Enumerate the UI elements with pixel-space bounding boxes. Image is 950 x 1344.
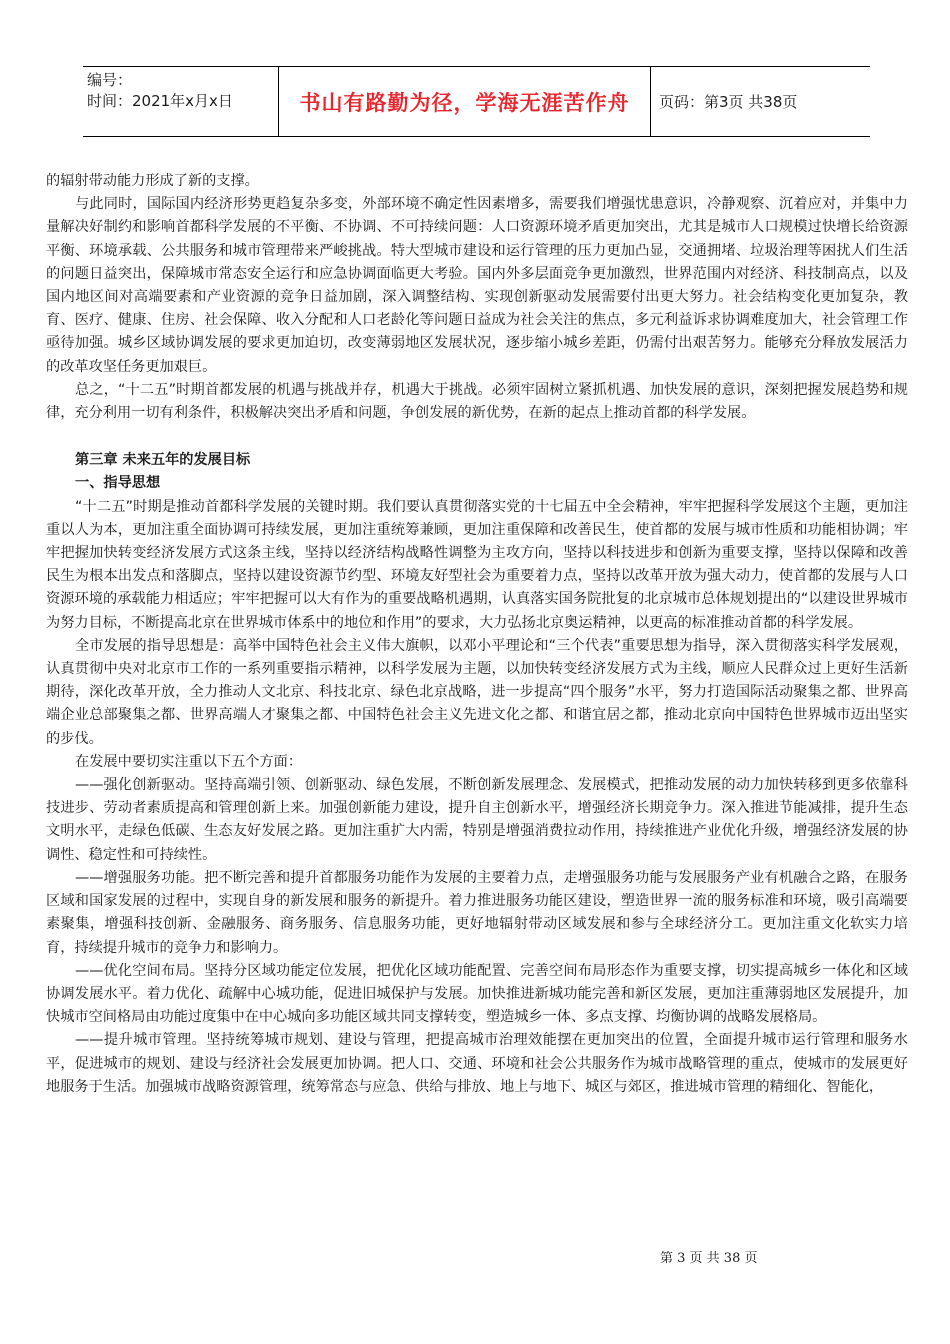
body-paragraph: 全市发展的指导思想是：高举中国特色社会主义伟大旗帜，以邓小平理论和“三个代表”重要思想为指导，深入贯彻落实科学发展观，认真贯彻中央对北京市工作的一系列重要指示精神，以科学发展为主题，以加快转变经济发展方式为主线，顺应人民群众过上更好生活新期待，深化改革开放，全力推动人文北京、科技北京、绿色北京战略，进一步提高“四个服务”水平，努力打造国际活动聚集之都、世界高端企业总部聚集之都、世界高端人才聚集之都、中国特色社会主义先进文化之都、和谐宜居之都，推动北京向中国特色世界城市迈出坚实的步伐。 <box>46 637 908 747</box>
document-body <box>46 170 908 1099</box>
body-paragraph: ——强化创新驱动。坚持高端引领、创新驱动、绿色发展，不断创新发展理念、发展模式，把推动发展的动力加快转移到更多依靠科技进步、劳动者素质提高和管理创新上来。加强创新能力建设，提升自主创新水平，增强经济长期竞争力。深入推进节能减排，提升生态文明水平，走绿色低碳、生态友好发展之路。更加注重扩大内需，特别是增强消费拉动作用，持续推进产业优化升级，增强经济发展的协调性、稳定性和可持续性。 <box>46 777 908 863</box>
body-paragraph: ——增强服务功能。把不断完善和提升首都服务功能作为发展的主要着力点，走增强服务功能与发展服务产业有机融合之路，在服务区域和国家发展的过程中，实现自身的新发展和服务的新提升。着力推进服务功能区建设，塑造世界一流的服务标准和环境，吸引高端要素聚集，增强科技创新、金融服务、商务服务、信息服务功能，更好地辐射带动区域发展和参与全球经济分工。更加注重文化软实力培育，持续提升城市的竞争力和影响力。 <box>46 869 908 956</box>
section-gap <box>46 425 908 449</box>
header-motto-cell <box>279 67 651 136</box>
header-meta <box>83 67 279 136</box>
header-page-info: 页码：第3页 共38页 <box>659 93 798 111</box>
body-paragraph: ——优化空间布局。坚持分区域功能定位发展，把优化区域功能配置、完善空间布局形态作为重要支撑，切实提高城乡一体化和区域协调发展水平。着力优化、疏解中心城功能，促进旧城保护与发展。加快推进新城功能完善和新区发展，更加注重薄弱地区发展提升，加快城市空间格局由功能过度集中在中心城向多功能区域共同支撑转变，塑造城乡一体、多点支撑、均衡协调的战略发展格局。 <box>46 962 908 1026</box>
body-paragraph: 与此同时，国际国内经济形势更趋复杂多变，外部环境不确定性因素增多，需要我们增强忧患意识，冷静观察、沉着应对，并集中力量解决好制约和影响首都科学发展的不平衡、不协调、不可持续问题：人口资源环境矛盾更加突出，尤其是城市人口规模过快增长给资源平衡、环境承载、公共服务和城市管理带来严峻挑战。特大型城市建设和运行管理的压力更加凸显，交通拥堵、垃圾治理等困扰人们生活的问题日益突出，保障城市常态安全运行和应急协调面临更大考验。国内外多层面竞争更加激烈，世界范围内对经济、科技制高点，以及国内地区间对高端要素和产业资源的竞争日益加剧，深入调整结构、实现创新驱动发展需要付出更大努力。社会结构变化更加复杂，教育、医疗、健康、住房、社会保障、收入分配和人口老龄化等问题日益成为社会关注的焦点，多元利益诉求协调难度加大，社会管理工作亟待加强。城乡区域协调发展的要求更加迫切，改变薄弱地区发展状况，逐步缩小城乡差距，仍需付出艰苦努力。能够充分释放发展活力的改革攻坚任务更加艰巨。 <box>46 196 908 375</box>
section-heading: 一、指导思想 <box>75 475 161 492</box>
document-number-label: 编号： <box>87 71 133 89</box>
page-header <box>83 66 870 137</box>
header-motto: 书山有路勤为径，学海无涯苦作舟 <box>299 90 630 115</box>
body-paragraph: 在发展中要切实注重以下五个方面： <box>75 753 303 770</box>
page-footer: 第 3 页 共 38 页 <box>660 1251 758 1266</box>
body-paragraph: 的辐射带动能力形成了新的支撑。 <box>46 173 259 189</box>
body-paragraph: 总之，“十二五”时期首都发展的机遇与挑战并存，机遇大于挑战。必须牢固树立紧抓机遇、加快发展的意识，深刻把握发展趋势和规律，充分利用一切有利条件，积极解决突出矛盾和问题，争创发展的新优势，在新的起点上推动首都的科学发展。 <box>46 381 908 422</box>
section-heading: 第三章 未来五年的发展目标 <box>75 452 251 469</box>
document-date-label: 时间：2021年x月x日 <box>87 92 233 110</box>
body-paragraph: “十二五”时期是推动首都科学发展的关键时期。我们要认真贯彻落实党的十七届五中全会精神，牢牢把握科学发展这个主题，更加注重以人为本，更加注重全面协调可持续发展，更加注重统筹兼顾，更加注重保障和改善民生，使首都的发展与城市性质和功能相协调；牢牢把握加快转变经济发展方式这条主线，坚持以经济结构战略性调整为主攻方向，坚持以科技进步和创新为重要支撑，坚持以保障和改善民生为根本出发点和落脚点，坚持以建设资源节约型、环境友好型社会为重要着力点，坚持以改革开放为强大动力，使首都的发展与人口资源环境的承载能力相适应；牢牢把握可以大有作为的重要战略机遇期，认真落实国务院批复的北京城市总体规划提出的“以建设世界城市为努力目标，不断提高北京在世界城市体系中的地位和作用”的要求，大力弘扬北京奥运精神，以更高的标准推动首都的科学发展。 <box>46 498 908 631</box>
body-paragraph: ——提升城市管理。坚持统筹城市规划、建设与管理，把提高城市治理效能摆在更加突出的位置，全面提升城市运行管理和服务水平，促进城市的规划、建设与经济社会发展更加协调。把人口、交通、环境和社会公共服务作为城市战略管理的重点，使城市的发展更好地服务于生活。加强城市战略资源管理，统筹常态与应急、供给与排放、地上与地下、城区与郊区，推进城市管理的精细化、智能化， <box>46 1032 908 1095</box>
